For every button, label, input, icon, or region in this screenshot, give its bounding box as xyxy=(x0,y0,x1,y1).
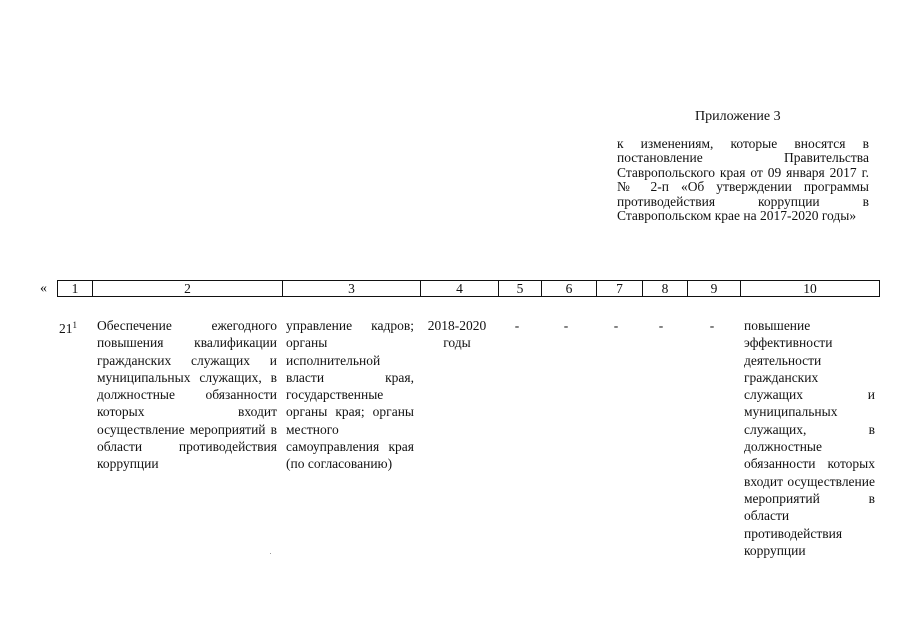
column-8-header: 8 xyxy=(643,281,688,297)
appendix-title: Приложение 3 xyxy=(695,109,781,124)
column-3-header: 3 xyxy=(283,281,421,297)
funding-col-6: - xyxy=(563,318,569,333)
row-number-main: 21 xyxy=(59,321,73,336)
row-number xyxy=(59,317,77,337)
funding-col-8: - xyxy=(658,318,664,333)
funding-col-7: - xyxy=(613,318,619,333)
scan-speck xyxy=(270,553,271,554)
column-2-header: 2 xyxy=(93,281,283,297)
measure-period: 2018-2020 годы xyxy=(427,318,487,351)
column-5-header: 5 xyxy=(499,281,542,297)
column-number-header xyxy=(57,280,880,297)
funding-col-5: - xyxy=(514,318,520,333)
column-7-header: 7 xyxy=(597,281,643,297)
funding-col-9: - xyxy=(709,318,715,333)
column-10-header: 10 xyxy=(741,281,880,297)
column-4-header: 4 xyxy=(421,281,499,297)
header-row xyxy=(58,281,880,297)
appendix-note: к изменениям, которые вносятся в постановление Правительства Ставропольского края от 09 января 2017 г. № 2-п «Об утверждении программы противодействия коррупции в Ставропольском крае на 2017-2020 годы» xyxy=(617,136,869,224)
open-quote: « xyxy=(40,281,47,296)
measure-executors: управление кадров; органы исполнительной власти края, государственные органы края; органы местного самоуправления края (по согласованию) xyxy=(286,318,414,472)
expected-result: повышение эффективности деятельности гражданских служащих и муниципальных служащих, в должностные обязанности которых входит осуществление мероприятий в области противодействия коррупции xyxy=(744,318,875,558)
row-number-superscript: 1 xyxy=(72,320,77,330)
column-6-header: 6 xyxy=(542,281,597,297)
measure-name: Обеспечение ежегодного повышения квалификации гражданских служащих и муниципальных служащих, в должностные обязанности которых входит осуществление мероприятий в области противодействия коррупции xyxy=(97,318,277,472)
column-1-header: 1 xyxy=(58,281,93,297)
column-9-header: 9 xyxy=(688,281,741,297)
